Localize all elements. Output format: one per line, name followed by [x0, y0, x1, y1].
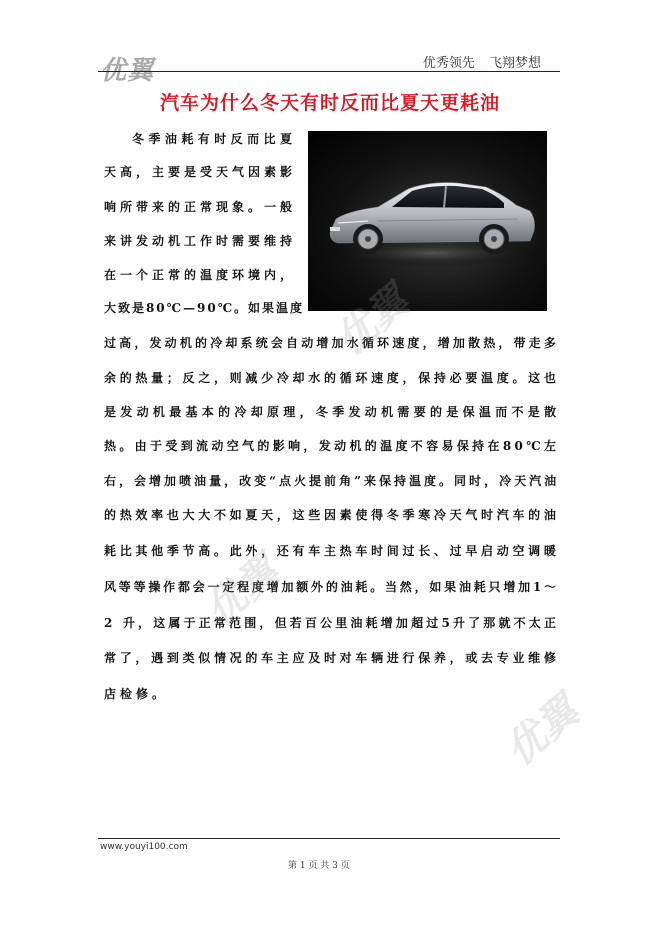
car-photo — [308, 131, 547, 311]
paragraph-line: 响所带来的正常现象。一般 — [104, 200, 297, 214]
paragraph-line: 右，会增加喷油量，改变“点火提前角”来保持温度。同时，冷天汽油 — [104, 474, 560, 488]
header-divider — [98, 71, 560, 72]
paragraph-line: 在一个正常的温度环境内， — [104, 268, 297, 282]
paragraph-line: 冬季油耗有时反而比夏 — [132, 132, 297, 146]
paragraph-line: 2 升，这属于正常范围，但若百公里油耗增加超过5升了那就不太正 — [104, 616, 560, 630]
page-number: 第 1 页 共 3 页 — [288, 861, 350, 871]
paragraph-line: 天高，主要是受天气因素影 — [104, 165, 297, 179]
paragraph-line: 耗比其他季节高。此外，还有车主热车时间过长、过早启动空调暖 — [104, 544, 560, 558]
footer-url: www.youyi100.com — [100, 842, 188, 852]
watermark: 优翼 — [326, 277, 418, 365]
logo: 优翼 — [100, 56, 155, 86]
paragraph-line: 余的热量；反之，则减少冷却水的循环速度，保持必要温度。这也 — [104, 371, 560, 385]
paragraph-line: 是发动机最基本的冷却原理，冬季发动机需要的是保温而不是散 — [104, 405, 561, 419]
paragraph-line: 店检修。 — [104, 687, 168, 701]
paragraph-line: 常了，遇到类似情况的车主应及时对车辆进行保养，或去专业维修 — [104, 651, 560, 665]
car-icon — [308, 131, 547, 311]
watermark: 优翼 — [496, 687, 588, 775]
paragraph-line: 风等等操作都会一定程度增加额外的油耗。当然，如果油耗只增加1～ — [104, 580, 559, 594]
paragraph-line: 过高，发动机的冷却系统会自动增加水循环速度，增加散热，带走多 — [104, 336, 560, 350]
paragraph-line: 来讲发动机工作时需要维持 — [104, 234, 297, 248]
footer-divider — [98, 838, 560, 839]
article-title: 汽车为什么冬天有时反而比夏天更耗油 — [159, 92, 500, 114]
paragraph-line: 大致是80℃—90℃。如果温度 — [104, 301, 305, 315]
paragraph-line: 热。由于受到流动空气的影响，发动机的温度不容易保持在80℃左 — [104, 439, 560, 453]
paragraph-line: 的热效率也大大不如夏天，这些因素使得冬季寒冷天气时汽车的油 — [104, 508, 560, 522]
header-slogan: 优秀领先 飞翔梦想 — [422, 56, 541, 71]
watermark: 优翼 — [196, 547, 288, 635]
